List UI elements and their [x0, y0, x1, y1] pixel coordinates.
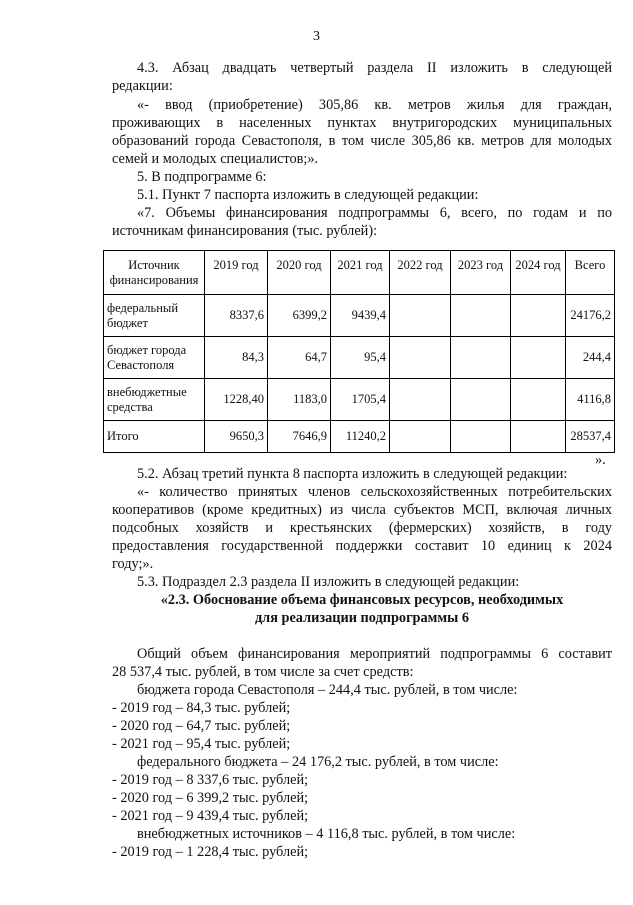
header-2023: 2023 год [451, 251, 511, 295]
cell-value [451, 379, 511, 421]
body-line: федерального бюджета – 24 176,2 тыс. рублей, в том числе: [137, 754, 499, 770]
quote-coop-line-4: предоставления государственной поддержки составит 10 единиц к 2024 [112, 538, 612, 554]
quote-housing-line-3: образований города Севастополя, в том числе 305,86 кв. метров для молодых [112, 133, 612, 149]
table-row [104, 379, 615, 421]
quote-housing-line-1: «- ввод (приобретение) 305,86 кв. метров жилья для граждан, [137, 97, 612, 113]
header-2024: 2024 год [511, 251, 566, 295]
cell-value: 7646,9 [268, 421, 331, 453]
table-header-row [104, 251, 615, 295]
cell-total: 244,4 [566, 337, 615, 379]
cell-value [511, 337, 566, 379]
cell-total: 24176,2 [566, 295, 615, 337]
quote-coop-line-3: подсобных хозяйств и крестьянских (фермерских) хозяйств, в году [112, 520, 612, 536]
body-line: внебюджетных источников – 4 116,8 тыс. рублей, в том числе: [137, 826, 516, 842]
paragraph-5-1: 5.1. Пункт 7 паспорта изложить в следующей редакции: [137, 187, 479, 203]
header-2020: 2020 год [268, 251, 331, 295]
header-2019: 2019 год [205, 251, 268, 295]
body-line: - 2021 год – 95,4 тыс. рублей; [112, 736, 291, 752]
body-line: - 2019 год – 1 228,4 тыс. рублей; [112, 844, 309, 860]
closing-quote: ». [595, 452, 606, 468]
cell-value: 8337,6 [205, 295, 268, 337]
paragraph-5-3: 5.3. Подраздел 2.3 раздела II изложить в следующей редакции: [137, 574, 520, 590]
quote-housing-line-4: семей и молодых специалистов;». [112, 151, 319, 167]
cell-source: федеральный бюджет [104, 295, 205, 337]
header-source: Источник финансирования [104, 251, 205, 295]
section-heading-line-2: для реализации подпрограммы 6 [254, 610, 470, 626]
cell-value [511, 379, 566, 421]
body-line: - 2020 год – 64,7 тыс. рублей; [112, 718, 291, 734]
cell-value [451, 295, 511, 337]
table-total-row [104, 421, 615, 453]
item-7-line-1: «7. Объемы финансирования подпрограммы 6, всего, по годам и по [137, 205, 612, 221]
paragraph-4-3-line-2: редакции: [112, 78, 173, 94]
table-row [104, 337, 615, 379]
paragraph-5: 5. В подпрограмме 6: [137, 169, 267, 185]
cell-value: 6399,2 [268, 295, 331, 337]
cell-value [390, 295, 451, 337]
section-heading-line-1: «2.3. Обоснование объема финансовых ресурсов, необходимых [160, 592, 564, 608]
cell-source: внебюджетные средства [104, 379, 205, 421]
cell-value [390, 421, 451, 453]
body-line: - 2019 год – 8 337,6 тыс. рублей; [112, 772, 309, 788]
cell-value: 9650,3 [205, 421, 268, 453]
body-line: бюджета города Севастополя – 244,4 тыс. рублей, в том числе: [137, 682, 518, 698]
body-line: 28 537,4 тыс. рублей, в том числе за счет средств: [112, 664, 414, 680]
header-total: Всего [566, 251, 615, 295]
item-7-line-2: источникам финансирования (тыс. рублей): [112, 223, 378, 239]
cell-source: Итого [104, 421, 205, 453]
quote-coop-line-5: году;». [112, 556, 154, 572]
paragraph-5-2: 5.2. Абзац третий пункта 8 паспорта изложить в следующей редакции: [137, 466, 568, 482]
cell-value: 1183,0 [268, 379, 331, 421]
header-2021: 2021 год [331, 251, 390, 295]
quote-coop-line-1: «- количество принятых членов сельскохозяйственных потребительских [137, 484, 612, 500]
cell-value [390, 337, 451, 379]
cell-value: 11240,2 [331, 421, 390, 453]
quote-housing-line-2: проживающих в населенных пунктах внутригородских муниципальных [112, 115, 612, 131]
body-line: Общий объем финансирования мероприятий подпрограммы 6 составит [137, 646, 612, 662]
cell-value [511, 295, 566, 337]
quote-coop-line-2: кооперативов (кроме кредитных) из числа субъектов МСП, включая личных [112, 502, 612, 518]
cell-value [451, 337, 511, 379]
header-2022: 2022 год [390, 251, 451, 295]
body-line: - 2021 год – 9 439,4 тыс. рублей; [112, 808, 309, 824]
cell-value: 64,7 [268, 337, 331, 379]
cell-total: 28537,4 [566, 421, 615, 453]
cell-value: 1705,4 [331, 379, 390, 421]
cell-source: бюджет города Севастополя [104, 337, 205, 379]
cell-value [390, 379, 451, 421]
page-number: 3 [313, 29, 320, 44]
financing-table [103, 250, 615, 453]
cell-value [511, 421, 566, 453]
cell-value: 95,4 [331, 337, 390, 379]
cell-value: 1228,40 [205, 379, 268, 421]
cell-total: 4116,8 [566, 379, 615, 421]
body-line: - 2019 год – 84,3 тыс. рублей; [112, 700, 291, 716]
cell-value: 9439,4 [331, 295, 390, 337]
body-line: - 2020 год – 6 399,2 тыс. рублей; [112, 790, 309, 806]
cell-value: 84,3 [205, 337, 268, 379]
table-row [104, 295, 615, 337]
paragraph-4-3-line-1: 4.3. Абзац двадцать четвертый раздела II изложить в следующей [137, 60, 612, 76]
cell-value [451, 421, 511, 453]
